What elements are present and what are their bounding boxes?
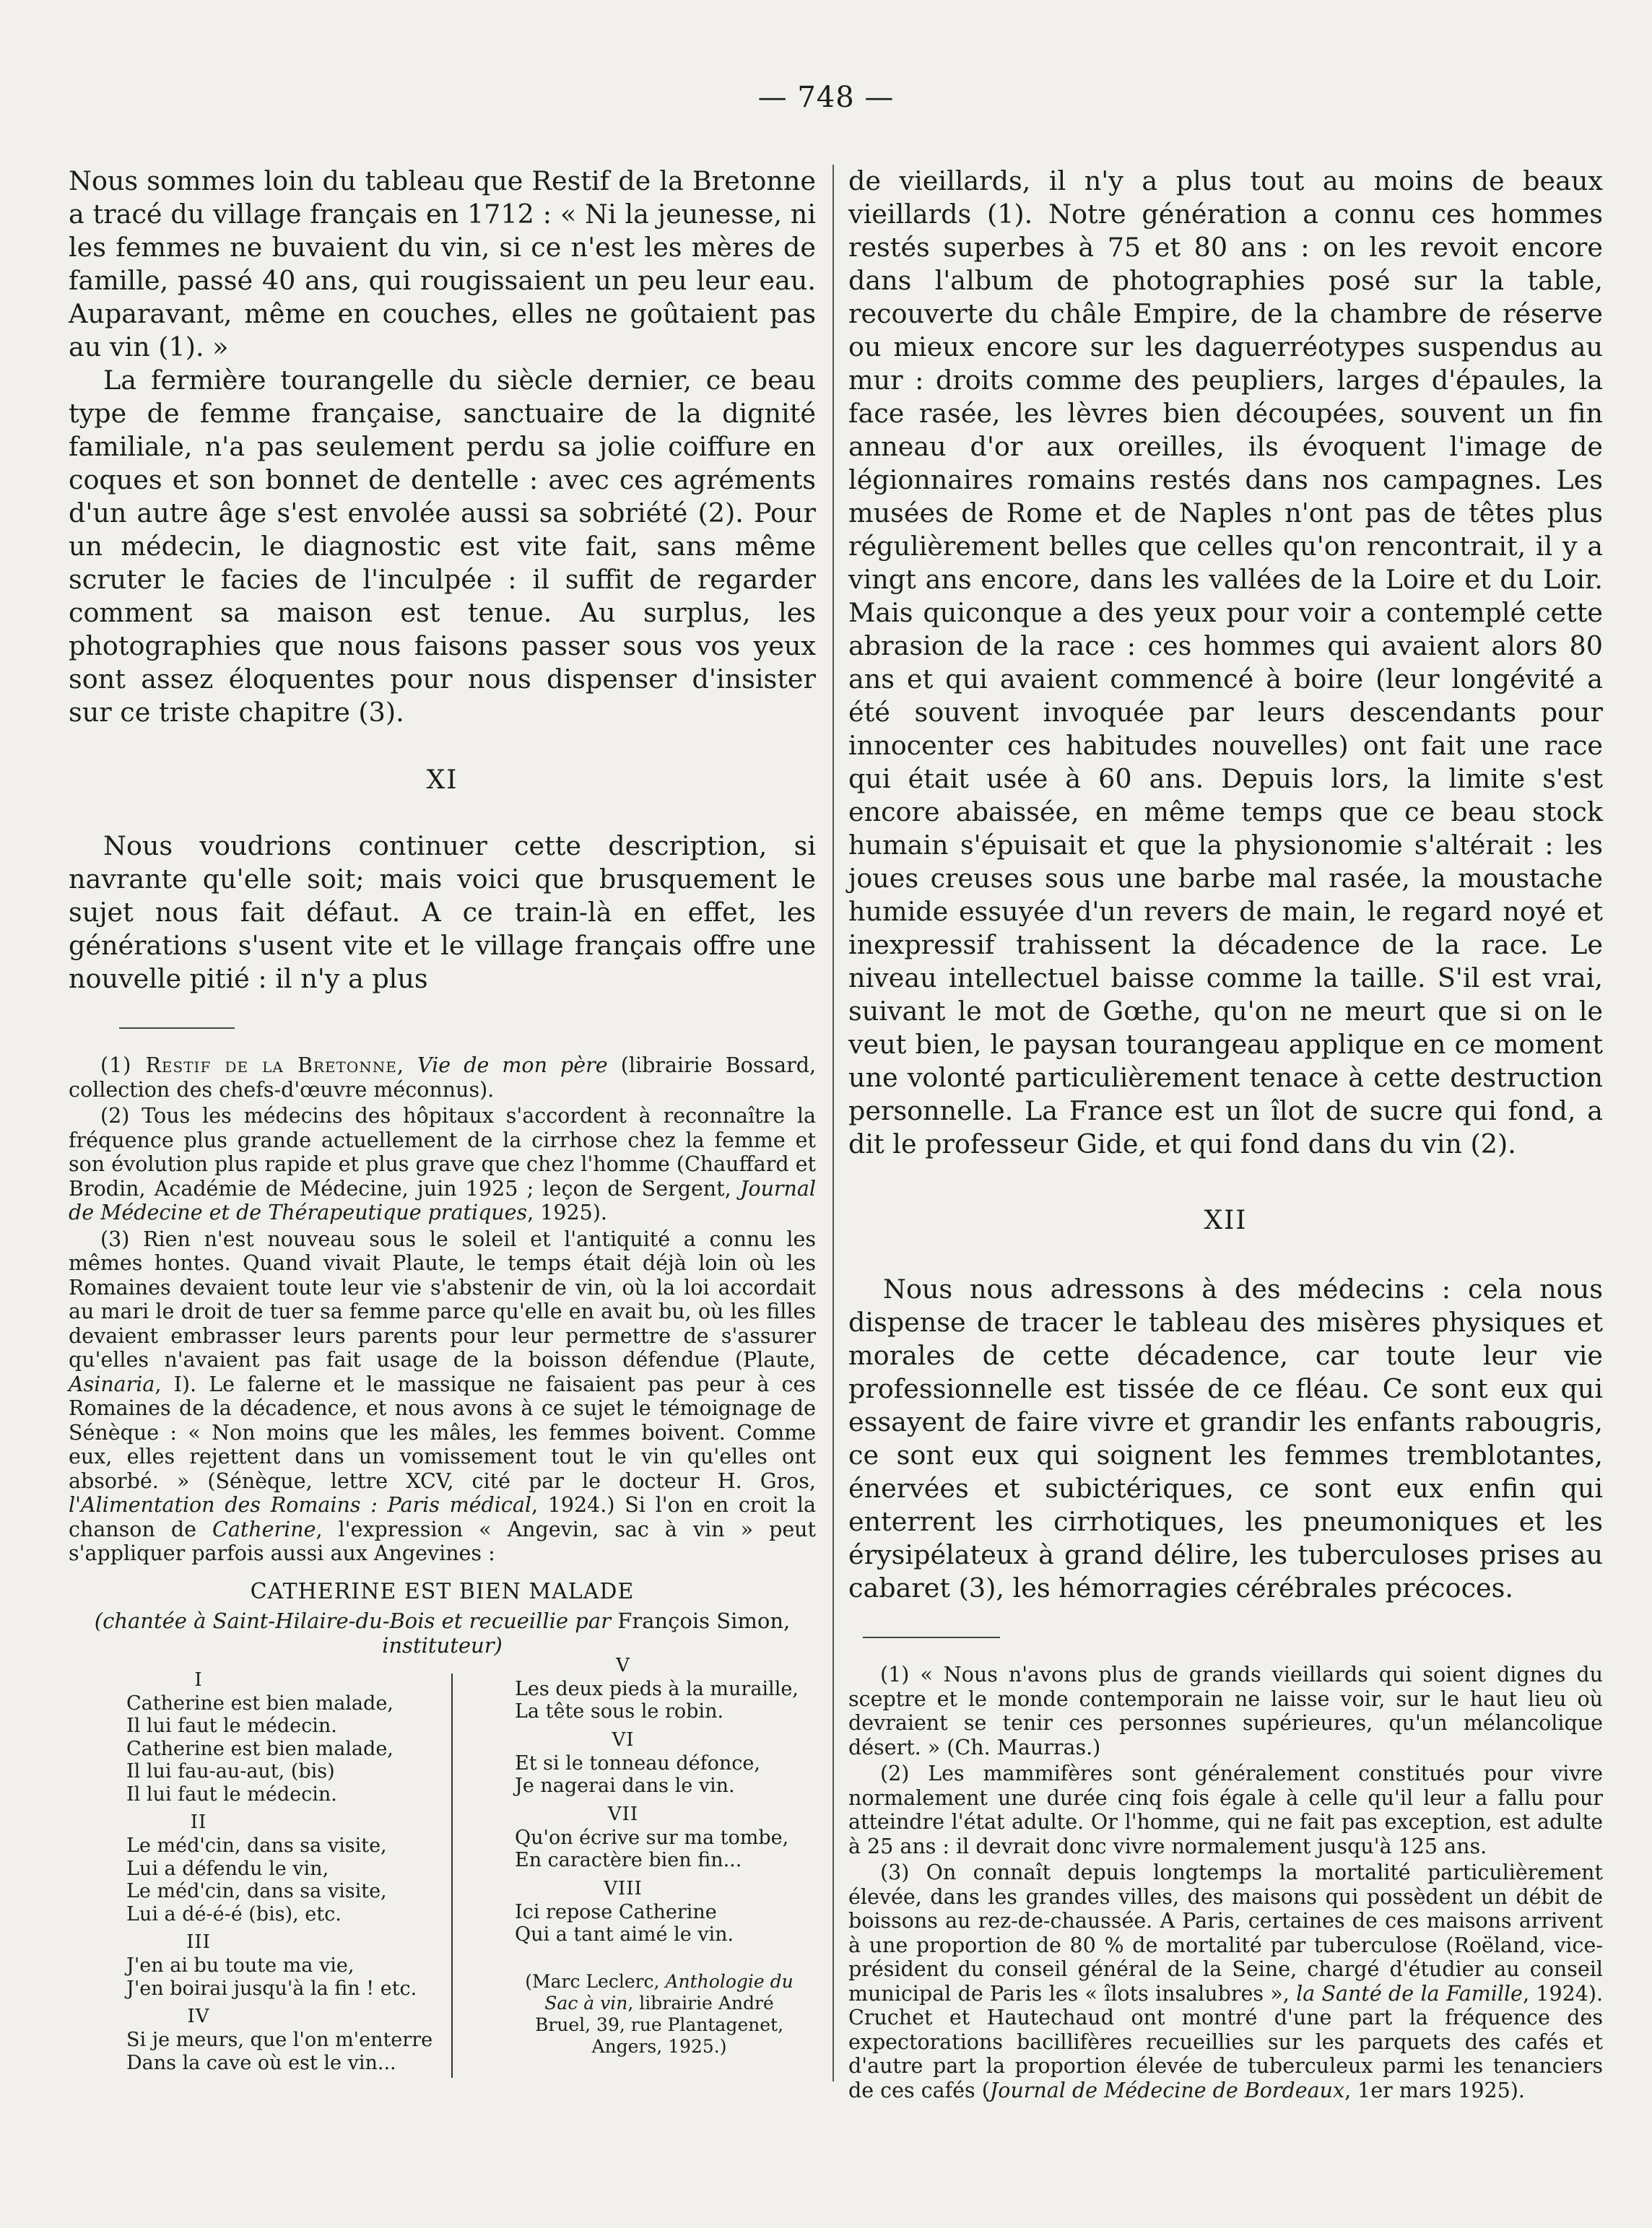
verse-number: III [186, 1931, 211, 1953]
verse-number: VI [612, 1728, 635, 1751]
footnote-author: (1) Restif de la Bretonne, [100, 1053, 404, 1077]
verse-line: Dans la cave où est le vin... [126, 2051, 396, 2074]
footnote-journal: Journal de Médecine et de Thérapeutique pratiques [69, 1176, 817, 1224]
section-heading: XI [426, 765, 458, 795]
verse-line: Il lui faut le médecin. [126, 1783, 337, 1806]
footnote-rule [863, 1637, 1000, 1638]
verse-line: Il lui faut le médecin. [126, 1715, 337, 1737]
song-credit-text: (Marc Leclerc, [525, 1970, 660, 1992]
body-paragraph: La fermière tourangelle du siècle dernier, ce beau type de femme française, sanctuaire de la dignité familiale, n'a pas seulement perdu sa jolie coiffure en coques et son bonnet de dentelle : avec ces agréments d'un autre âge s'est envolée aussi sa sobriété (2). Pour un médecin, le diagnostic est vite fait, sans même scruter le facies de l'inculpée : il suffit de regarder comment sa maison est tenue. Au surplus, les photographies que nous faisons passer sous vos yeux sont assez éloquentes pour nous dispenser d'insister sur ce triste chapitre (3). [69, 365, 816, 728]
song-collector: François Simon, [617, 1608, 791, 1633]
verse-line: Lui a défendu le vin, [126, 1857, 329, 1880]
footnote-rule [119, 1027, 235, 1029]
footnote-text: , 1er mars 1925). [1344, 2078, 1525, 2102]
footnote-title: Asinaria [69, 1372, 155, 1396]
footnote-text: , l'expression « Angevin, sac à vin » peut s'appliquer parfois aussi aux Angevines : [69, 1517, 816, 1565]
verse-number: VIII [604, 1877, 643, 1900]
verse-line: Je nagerai dans le vin. [515, 1775, 735, 1797]
footnote-text: (3) Rien n'est nouveau sous le soleil et l'antiquité a connu les mêmes hontes. Quand vivait Plaute, le temps était déjà loin où les Romaines devaient toute leur vie s'abstenir de vin, où la loi accordait au mari le droit de tuer sa femme parce qu'elle en avait bu, où les filles devaient embrasser leurs parents pour leur permettre de s'assurer qu'elles n'avaient pas fait usage de la boisson défendue (Plaute, [69, 1227, 816, 1372]
footnote-3 [848, 1861, 1603, 2102]
verse-line: Qui a tant aimé le vin. [515, 1923, 734, 1946]
section-heading: XII [1204, 1206, 1248, 1235]
verse-number: II [190, 1811, 207, 1833]
song-credit [515, 1971, 804, 2058]
page-number: — 748 — [757, 81, 895, 114]
verse-line: J'en ai bu toute ma vie, [126, 1954, 355, 1977]
footnote-2: (2) Les mammifères sont généralement constitués pour vivre normalement une durée cinq fois égale à celle qu'il leur a fallu pour atteindre l'état adulte. Or l'homme, qui ne fait pas exception, est adulte à 25 ans : il devrait donc vivre normalement jusqu'à 125 ans. [848, 1762, 1603, 1858]
footnote-text: (librairie Bossard, collection des chefs-d'œuvre méconnus). [69, 1053, 817, 1102]
footnote-title: la Santé de la Famille [1296, 1981, 1523, 2006]
footnotes [848, 1663, 1603, 2102]
footnote-2 [69, 1104, 816, 1225]
footnote-journal: Journal de Médecine de Bordeaux [989, 2078, 1345, 2102]
section-paragraph: Nous voudrions continuer cette description, si navrante qu'elle soit; mais voici que brusquement le sujet nous fait défaut. A ce train-là en effet, les générations s'usent vite et le village français offre une nouvelle pitié : il n'y a plus [69, 830, 816, 994]
footnote-3 [69, 1227, 816, 1566]
footnotes [69, 1053, 816, 1566]
left-column [69, 165, 816, 2101]
song-verses-right [515, 1654, 876, 2058]
verse-line: Si je meurs, que l'on m'enterre [126, 2029, 433, 2051]
verse-number: V [616, 1654, 630, 1676]
song-collector-role: instituteur) [382, 1632, 503, 1658]
body-paragraph: Nous sommes loin du tableau que Restif de la Bretonne a tracé du village français en 1712 : « Ni la jeunesse, ni les femmes ne buvaient du vin, si ce n'est les mères de famille, passé 40 ans, qui rougissaient un peu leur eau. Auparavant, même en couches, elles ne goûtaient pas au vin (1). » [69, 165, 816, 362]
verse-line: Le méd'cin, dans sa visite, [126, 1835, 387, 1857]
verse-line: Les deux pieds à la muraille, [515, 1677, 799, 1700]
verse-line: La tête sous le robin. [515, 1700, 724, 1723]
verse-number: I [194, 1668, 203, 1691]
verse-line: Catherine est bien malade, [126, 1692, 394, 1715]
body-paragraph: de vieillards, il n'y a plus tout au moins de beaux vieillards (1). Notre génération a connu ces hommes restés superbes à 75 et 80 ans : on les revoit encore dans l'album de photographies posé sur la table, recouverte du châle Empire, de la chambre de réserve ou mieux encore sur les daguerréotypes suspendus au mur : droits comme des peupliers, larges d'épaules, la face rasée, les lèvres bien découpées, souvent un fin anneau d'or aux oreilles, ils évoquent l'image de légionnaires romains restés dans nos campagnes. Les musées de Rome et de Naples n'ont pas de têtes plus régulièrement belles que celles qu'on rencontrait, il y a vingt ans encore, dans les vallées de la Loire et du Loir. Mais quiconque a des yeux pour voir a contemplé cette abrasion de la race : ces hommes qui avaient alors 80 ans et qui avaient commencé à boire (leur longévité a été souvent invoquée par leurs descendants pour innocenter ces habitudes nouvelles) ont fait une race qui était usée à 60 ans. Depuis lors, la limite s'est encore abaissée, en même temps que ce beau stock humain s'épuisait et que la physionomie s'altérait : les joues creuses sous une barbe mal rasée, la moustache humide essuyée d'un revers de main, le regard noyé et inexpressif trahissent la décadence de la race. Le niveau intellectuel baisse comme la taille. S'il est vrai, suivant le mot de Gœthe, qu'on ne meurt que si on le veut bien, le paysan tourangeau applique en ce moment une volonté particulièrement tenace à cette destruction personnelle. La France est un îlot de sucre qui fond, a dit le professeur Gide, et qui fond dans du vin (2). [848, 165, 1603, 1159]
footnote-text: (2) Tous les médecins des hôpitaux s'accordent à reconnaître la fréquence plus grande actuellement de la cirrhose chez la femme et son évolution plus rapide et plus grave que chez l'homme (Chauffard et Brodin, Académie de Médecine, juin 1925 ; leçon de Sergent, [69, 1104, 816, 1201]
song-subtitle-text: (chantée à Saint-Hilaire-du-Bois et recueillie par [94, 1608, 611, 1633]
verse-line: J'en boirai jusqu'à la fin ! etc. [126, 1977, 417, 2000]
song [69, 1579, 816, 2101]
footnote-title: Catherine [212, 1517, 316, 1541]
song-credit-title: Anthologie du Sac à vin [544, 1970, 794, 2014]
verse-line: Et si le tonneau défonce, [515, 1751, 760, 1775]
song-verses [69, 1654, 816, 2101]
right-column [848, 165, 1603, 2102]
song-title: CATHERINE EST BIEN MALADE [250, 1578, 635, 1604]
footnote-text: , 1925). [527, 1201, 607, 1224]
footnote-text: , 1924.) Si l'on en croit la chanson de [69, 1493, 816, 1541]
footnote-text: (3) On connaît depuis longtemps la mortalité particulièrement élevée, dans les grandes villes, des maisons qui possèdent un débit de boissons au rez-de-chaussée. A Paris, certaines de ces maisons arrivent à une proportion de 80 % de mortalité par tuberculose (Roëland, vice-président du conseil général de la Seine, chargé d'étudier au conseil municipal de Paris les « îlots insalubres », [848, 1861, 1603, 2006]
verse-number: VII [607, 1803, 639, 1825]
verse-line: Lui a dé-é-é (bis), etc. [126, 1902, 342, 1925]
footnote-title: Vie de mon père [417, 1053, 608, 1077]
footnote-1 [69, 1053, 816, 1102]
verse-line: Qu'on écrive sur ma tombe, [515, 1826, 789, 1849]
verse-line: En caractère bien fin... [515, 1849, 742, 1871]
footnote-text: , I). Le falerne et le massique ne faisaient pas peur à ces Romaines de la décadence, et nous avons à ce sujet le témoignage de Sénèque : « Non moins que les mâles, les femmes boivent. Comme eux, elles rejettent dans un vomissement tout le vin qu'elles ont absorbé. » (Sénèque, lettre XCV, cité par le docteur H. Gros, [69, 1372, 816, 1493]
song-credit-text: , librairie André Bruel, 39, rue Plantagenet, Angers, 1925.) [534, 1992, 784, 2057]
footnote-title: l'Alimentation des Romains : Paris médical [69, 1493, 531, 1517]
verse-line: Le méd'cin, dans sa visite, [126, 1880, 387, 1902]
section-paragraph: Nous nous adressons à des médecins : cela nous dispense de tracer le tableau des misères physiques et morales de cette décadence, car toute leur vie professionnelle est tissée de ce fléau. Ce sont eux qui essayent de faire vivre et grandir les enfants rabougris, ce sont eux qui soignent les femmes tremblotantes, énervées et subictériques, ce sont eux enfin qui enterrent les cirrhotiques, les pneumoniques et les érysipélateux à grand délire, les tuberculoses prises au cabaret (3), les hémorragies cérébrales précoces. [848, 1274, 1603, 1603]
song-verses-left [126, 1668, 502, 2075]
verse-line: Catherine est bien malade, [126, 1737, 394, 1760]
verse-line: Il lui fau-au-aut, (bis) [126, 1760, 335, 1783]
footnote-text: , 1924). Cruchet et Hautechaud ont montré d'une part la fréquence des expectorations bacillifères recueillies sur les parquets des cafés et d'autre part la proportion élevée de tuberculeux parmi les tenanciers de ces cafés ( [848, 1981, 1604, 2102]
song-subtitle [69, 1609, 816, 1633]
verse-number: IV [187, 2006, 210, 2027]
footnote-1: (1) « Nous n'avons plus de grands vieillards qui soient dignes du sceptre et le monde contemporain ne laisse voir, sur le haut lieu où devraient se tenir ces personnes supérieures, qu'un mélancolique désert. » (Ch. Maurras.) [848, 1663, 1603, 1759]
verse-line: Ici repose Catherine [515, 1900, 717, 1923]
